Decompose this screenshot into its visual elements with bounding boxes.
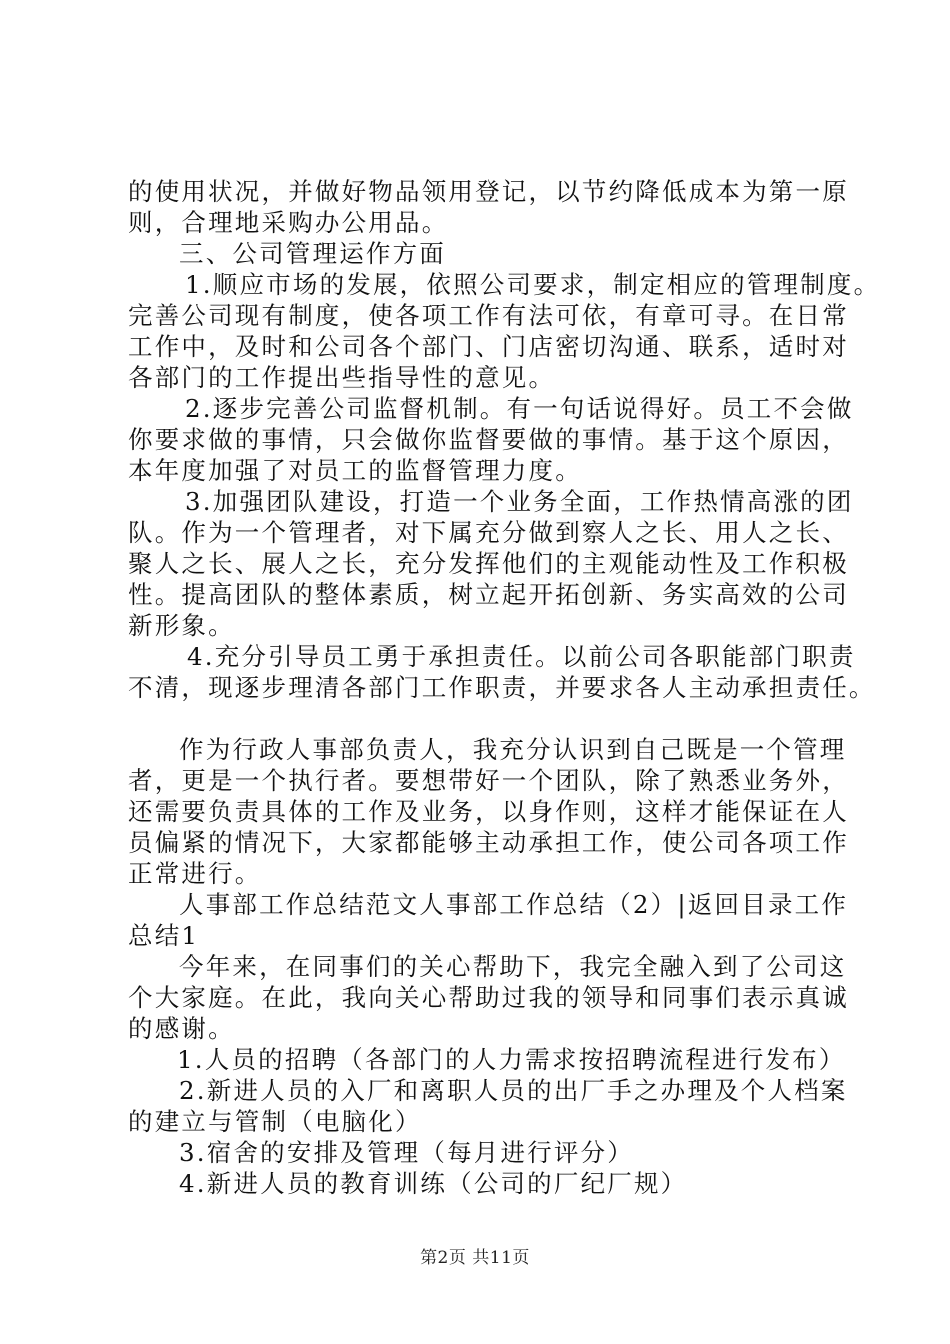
text-line: 新形象。 [128,611,235,640]
text-line: 则，合理地采购办公用品。 [128,208,449,237]
text-line: 队。作为一个管理者，对下属充分做到察人之长、用人之长、 [128,518,849,547]
text-line: 性。提高团队的整体素质，树立起开拓创新、务实高效的公司 [128,580,849,609]
text-line: 工作中，及时和公司各个部门、门店密切沟通、联系，适时对 [128,332,849,361]
paragraph-start: 作为行政人事部负责人，我充分认识到自己既是一个管理 [179,735,847,764]
text-line: 你要求做的事情，只会做你监督要做的事情。基于这个原因， [128,425,849,454]
text-line: 还需要负责具体的工作及业务，以身作则，这样才能保证在人 [128,797,849,826]
text-line: 不清，现逐步理清各部门工作职责，并要求各人主动承担责任。 [128,673,876,702]
text-line: 本年度加强了对员工的监督管理力度。 [128,456,582,485]
text-line: 的使用状况，并做好物品领用登记，以节约降低成本为第一原 [128,177,849,206]
text-line: 员偏紧的情况下，大家都能够主动承担工作，使公司各项工作 [128,828,849,857]
text-line: 正常进行。 [128,859,262,888]
page-number-footer: 第2页 共11页 [420,1248,530,1268]
list-item-start: 1.人员的招聘（各部门的人力需求按招聘流程进行发布） [177,1045,846,1074]
text-line: 的建立与管制（电脑化） [128,1107,422,1136]
list-item-start: 1.顺应市场的发展，依照公司要求，制定相应的管理制度。 [185,270,881,299]
text-line: 聚人之长、展人之长，充分发挥他们的主观能动性及工作积极 [128,549,849,578]
list-item-start: 3.加强团队建设，打造一个业务全面，工作热情高涨的团 [185,487,854,516]
text-line: 完善公司现有制度，使各项工作有法可依，有章可寻。在日常 [128,301,849,330]
paragraph-start: 今年来，在同事们的关心帮助下，我完全融入到了公司这 [179,952,847,981]
list-item-start: 4.充分引导员工勇于承担责任。以前公司各职能部门职责 [187,642,856,671]
list-item-start: 2.新进人员的入厂和离职人员的出厂手之办理及个人档案 [179,1076,848,1105]
list-item-start: 3.宿舍的安排及管理（每月进行评分） [179,1138,634,1167]
section-title: 人事部工作总结范文人事部工作总结（2）|返回目录工作 [179,890,849,919]
text-line: 者，更是一个执行者。要想带好一个团队，除了熟悉业务外， [128,766,849,795]
section-heading: 三、公司管理运作方面 [179,239,446,268]
text-line: 各部门的工作提出些指导性的意见。 [128,363,556,392]
text-line: 个大家庭。在此，我向关心帮助过我的领导和同事们表示真诚 [128,983,849,1012]
list-item-start: 4.新进人员的教育训练（公司的厂纪厂规） [179,1169,688,1198]
text-line: 的感谢。 [128,1014,235,1043]
list-item-start: 2.逐步完善公司监督机制。有一句话说得好。员工不会做 [185,394,854,423]
document-body [128,176,881,1199]
text-line: 总结1 [128,921,200,950]
paragraph-gap [128,703,840,734]
